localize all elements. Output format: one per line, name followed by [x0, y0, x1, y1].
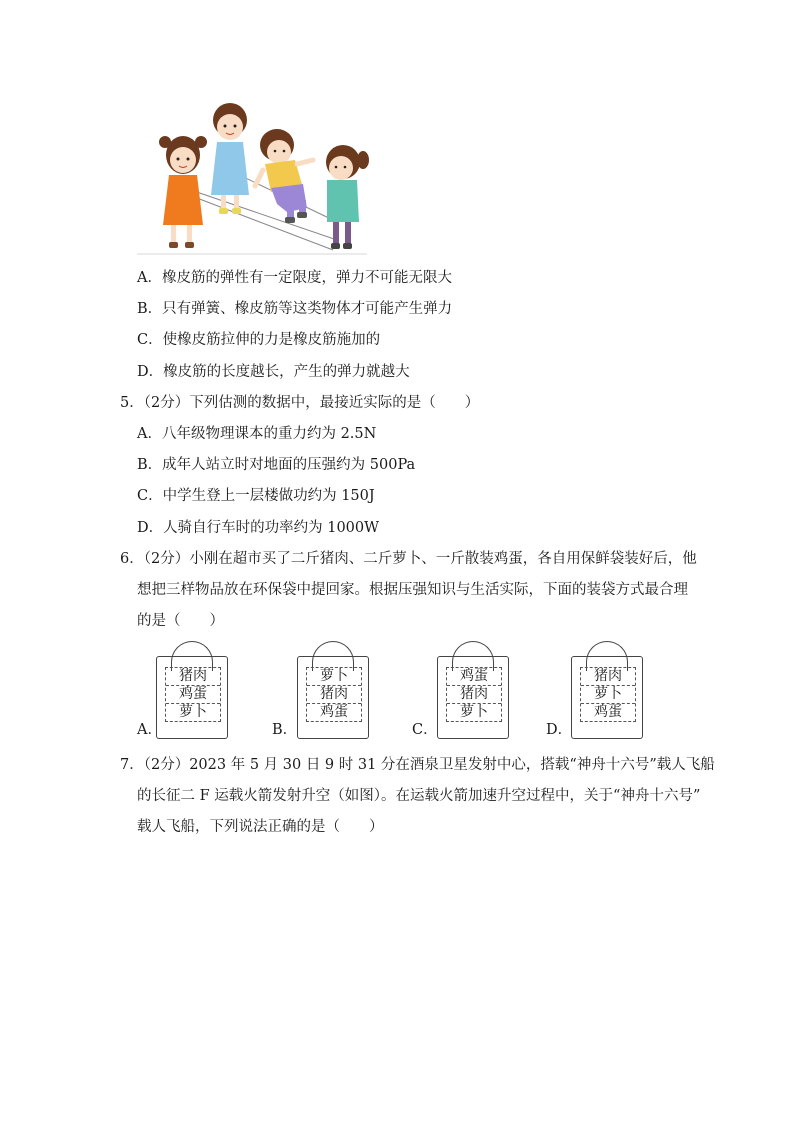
bag-contents: [165, 667, 221, 722]
bag-item-middle: 猪肉: [307, 686, 361, 704]
q4-option-d: D．橡皮筋的长度越长，产生的弹力就越大: [137, 364, 410, 380]
girls-jumping-rope-image: [137, 100, 377, 258]
bag-item-bottom: 鸡蛋: [320, 704, 348, 720]
bag-icon: [571, 656, 643, 739]
bag-item-middle: 鸡蛋: [166, 686, 220, 704]
bag-letter: B．: [272, 722, 298, 738]
bag-contents: [306, 667, 362, 722]
q5-stem: 5．（2分）下列估测的数据中，最接近实际的是（ ）: [120, 395, 480, 411]
q4-option-b: B．只有弹簧、橡皮筋等这类物体才可能产生弹力: [137, 301, 453, 317]
q6-bag-option-b: [272, 640, 372, 740]
bag-item-top: 鸡蛋: [447, 668, 501, 686]
q5-option-a: A．八年级物理课本的重力约为 2.5N: [137, 426, 377, 442]
bag-item-top: 猪肉: [166, 668, 220, 686]
bag-contents: [446, 667, 502, 722]
q6-bag-option-d: [546, 640, 646, 740]
bag-icon: [437, 656, 509, 739]
bag-contents: [580, 667, 636, 722]
girl-teal-top: [326, 145, 369, 249]
girl-blue-dress: [211, 103, 249, 214]
bag-letter: A．: [137, 722, 162, 738]
q6-bag-option-a: [137, 640, 237, 740]
bag-item-middle: 萝卜: [581, 686, 635, 704]
q4-option-c: C．使橡皮筋拉伸的力是橡皮筋施加的: [137, 332, 381, 348]
q5-option-d: D．人骑自行车时的功率约为 1000W: [137, 520, 380, 536]
q5-option-c: C．中学生登上一层楼做功约为 150J: [137, 488, 375, 504]
bag-item-top: 萝卜: [307, 668, 361, 686]
q5-option-b: B．成年人站立时对地面的压强约为 500Pa: [137, 457, 416, 473]
bag-letter: D．: [546, 722, 573, 738]
bag-icon: [297, 656, 369, 739]
girl-orange-dress: [159, 136, 207, 248]
girl-jumping: [255, 129, 313, 223]
q6-bag-option-c: [412, 640, 512, 740]
bag-item-middle: 猪肉: [447, 686, 501, 704]
q6-stem-line-2: 想把三样物品放在环保袋中提回家。根据压强知识与生活实际，下面的装袋方式最合理: [137, 582, 688, 598]
bag-item-bottom: 萝卜: [179, 704, 207, 720]
bag-item-bottom: 鸡蛋: [594, 704, 622, 720]
q7-stem-line-1: 7．（2分）2023 年 5 月 30 日 9 时 31 分在酒泉卫星发射中心，搭载“神舟十六号”载人飞船: [120, 757, 715, 773]
q7-stem-line-2: 的长征二 F 运载火箭发射升空（如图）。在运载火箭加速升空过程中，关于“神舟十六号”: [137, 788, 701, 804]
q6-stem-line-3: 的是（ ）: [137, 613, 224, 629]
q6-stem-line-1: 6．（2分）小刚在超市买了二斤猪肉、二斤萝卜、一斤散装鸡蛋，各自用保鲜袋装好后，他: [120, 551, 697, 567]
rubber-band-illustration: [137, 100, 377, 258]
bag-letter: C．: [412, 722, 438, 738]
bag-item-bottom: 萝卜: [460, 704, 488, 720]
q7-stem-line-3: 载人飞船，下列说法正确的是（ ）: [137, 819, 384, 835]
bag-item-top: 猪肉: [581, 668, 635, 686]
q4-option-a: A．橡皮筋的弹性有一定限度，弹力不可能无限大: [137, 270, 452, 286]
bag-icon: [156, 656, 228, 739]
